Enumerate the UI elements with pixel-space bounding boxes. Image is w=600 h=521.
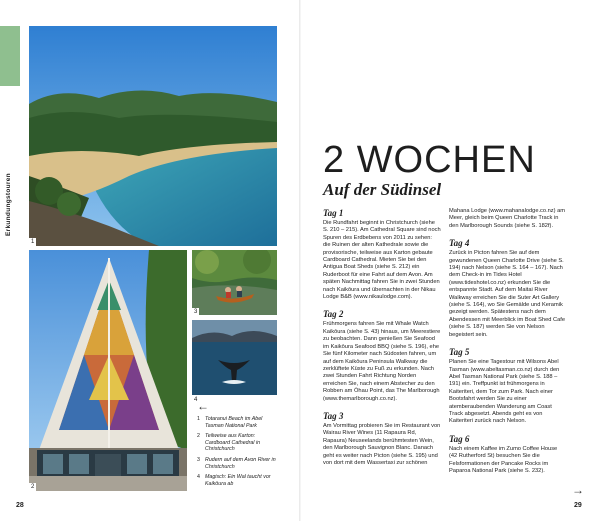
- article-column-1: [323, 208, 441, 475]
- photo-number-1: 1: [31, 239, 35, 245]
- page-number-right: 29: [574, 502, 582, 509]
- caption-text: Teilweise aus Karton: Cardboard Cathedral in Christchurch: [205, 433, 261, 453]
- caption-item: [197, 474, 281, 487]
- day-title: Tag 3: [323, 410, 344, 421]
- day-section: [449, 238, 567, 339]
- day-text: Frühmorgens fahren Sie mit Whale Watch Kaikōura (siehe S. 43) hinaus, um Meerestiere zu beobachten. Dann genießen Sie Seafood im Kaikōura Seafood BBQ (siehe S. 196), ehe Sie fünf Kilometer nach Südosten fahren, um auf dem Kaikōura Peninsula Walkway die zerklüftete Küste zu Fuß zu erkunden. Nach zwei Stunden Fahrt Richtung Norden erreichen Sie, nach einem Abstecher zu den Robben am Ōhau Point, das The Marlborough (www.themarlborough.co.nz).: [323, 321, 441, 402]
- page-number-left: 28: [16, 502, 24, 509]
- day-text: Am Vormittag probieren Sie im Restaurant von Wairau River Wines (11 Rapaura Rd, Rapaura) Neuseelands berühmtesten Wein, den Marlborough Sauvignon Blanc. Danach geht es weiter nach Picton (siehe S. 195) und von dort mit dem Wassertaxi zur schönen: [323, 422, 441, 466]
- day-title: Tag 6: [449, 433, 470, 444]
- photo-cardboard-cathedral: [29, 250, 187, 491]
- day-section-continued: [449, 208, 567, 230]
- arrow-left-icon: ←: [197, 399, 209, 413]
- photo-avon-river: [192, 250, 277, 315]
- caption-number: 1: [197, 416, 200, 422]
- caption-text: Rudern auf dem Avon River in Christchurch: [205, 456, 276, 470]
- day-section: [449, 347, 567, 426]
- arrow-right-icon: →: [572, 483, 584, 497]
- day-title: Tag 1: [323, 208, 344, 218]
- day-section: [449, 434, 567, 476]
- caption-number: 4: [197, 474, 200, 481]
- photo-captions: [197, 400, 281, 491]
- caption-item: [197, 433, 281, 453]
- article-column-2: [449, 208, 567, 483]
- day-text: Nach einem Kaffee im Zumo Coffee House (42 Rutherford St) besuchen Sie die Felsformationen der Pancake Rocks im Paparoa National Park (siehe S. 232).: [449, 445, 558, 474]
- photo-totaranui-beach: [29, 26, 277, 246]
- article-subheading: Auf der Südinsel: [323, 180, 442, 199]
- chapter-label: [2, 96, 18, 236]
- day-text: Die Rundfahrt beginnt in Christchurch (siehe S. 210 – 215). Am Cathedral Square sind noch Spuren des Erdbebens von 2011 zu sehen: die Ruinen der alten Kathedrale sowie die provisorische, teilweise aus Karton gebaute Cardboard Cathedral. Mieten Sie bei den Antigua Boat Sheds (siehe S. 212) ein Ruderboot für eine Fahrt auf dem Avon. Am späten Nachmittag fahren Sie in zwei Stunden nach Kaikōura und übernachten in der Nikau Lodge B&B (www.nikaulodge.com).: [323, 220, 441, 301]
- day-text: Mahana Lodge (www.mahanalodge.co.nz) am Meer, gleich beim Queen Charlotte Track in den Marlborough Sounds (siehe S. 182f).: [449, 208, 566, 229]
- day-text: Zurück in Picton fahren Sie auf dem gewundenen Queen Charlotte Drive (siehe S. 194) nach Nelson (siehe S. 164 – 167). Nach dem Check-in im Tides Hotel (www.tideshotel.co.nz) erkunden Sie die entspannte Stadt. Auf dem Maitai River Walkway erreichen Sie die Suter Art Gallery (siehe S. 164), wo Sie Gemälde und Keramik gezeigt werden. Spätestens nach dem Abendessen mit Meerblick im Boat Shed Cafe (siehe S. 187) werden Sie von Nelson begeistert sein.: [449, 250, 566, 338]
- day-section: [323, 208, 441, 301]
- photo-whale-kaikoura: [192, 320, 277, 395]
- photo-number-4: 4: [194, 397, 198, 403]
- page-gutter: [299, 0, 301, 521]
- caption-text: Totaranui Beach im Abel Tasman National Park: [205, 416, 263, 429]
- caption-item: [197, 457, 281, 470]
- day-title: Tag 4: [449, 238, 470, 249]
- day-title: Tag 2: [323, 309, 344, 320]
- day-title: Tag 5: [449, 347, 470, 358]
- caption-number: 3: [197, 456, 200, 463]
- day-text: Planen Sie eine Tagestour mit Wilsons Abel Tasman (www.abeltasman.co.nz) durch den Abel Tasman National Park (siehe S. 188 – 191) ein. Treffpunkt ist frühmorgens in Kaiteriteri, dem Tor zum Park. Nach einer Bootsfahrt werden Sie zu einer atemberaubenden Wanderung am Coast Track abgesetzt. Abends geht es von Kaiteriteri zurück nach Nelson.: [449, 359, 560, 425]
- caption-text: Magisch: Ein Wal taucht vor Kaikōura ab: [205, 474, 271, 487]
- caption-item: [197, 416, 281, 429]
- chapter-title: Erkundungstouren: [5, 173, 12, 236]
- day-section: [323, 411, 441, 467]
- day-section: [323, 309, 441, 402]
- article-heading: 2 WOCHEN: [323, 139, 536, 181]
- chapter-tab: [0, 26, 20, 86]
- photo-number-3: 3: [194, 309, 198, 315]
- caption-number: 2: [197, 433, 200, 440]
- photo-number-2: 2: [31, 484, 35, 490]
